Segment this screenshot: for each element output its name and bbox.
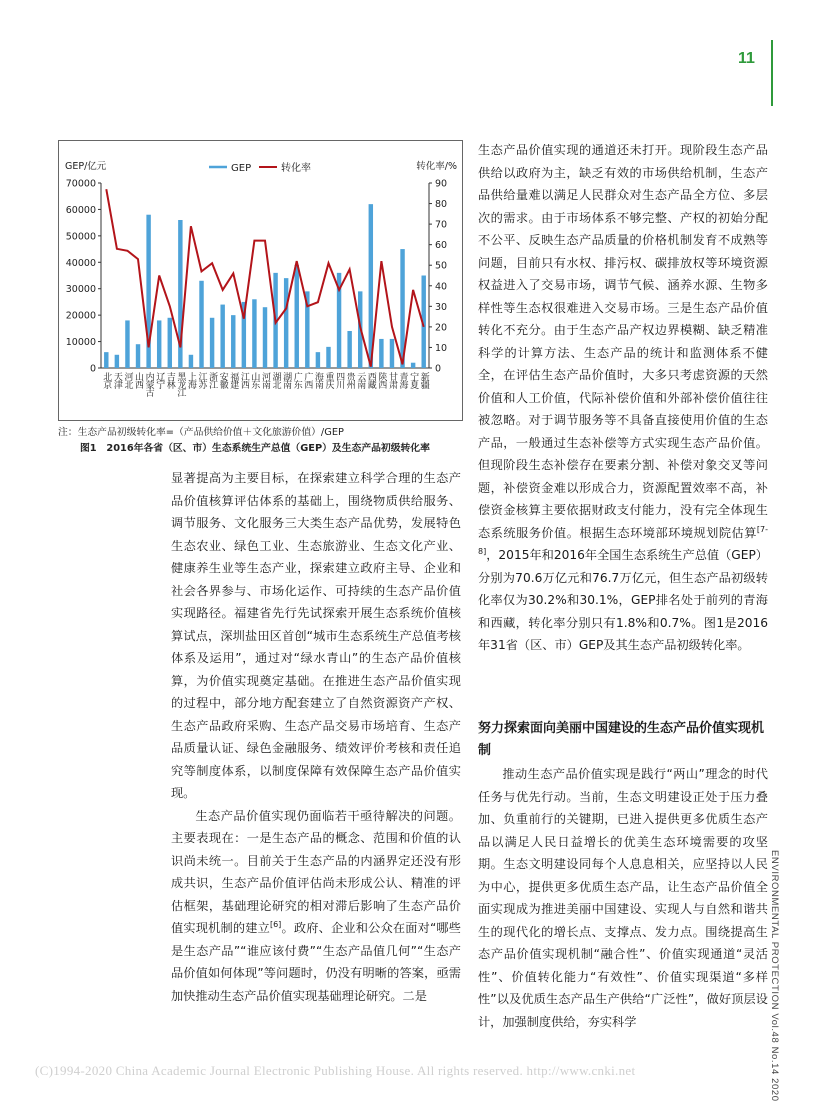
y-axis-label: GEP/亿元: [65, 161, 107, 172]
right-column-top: [478, 139, 768, 657]
x-tick-label: 青海: [397, 372, 408, 388]
x-tick-label: 辽宁: [154, 372, 165, 388]
x-tick-label: 山东: [249, 372, 260, 388]
x-tick-label: 湖北: [270, 372, 281, 388]
citation: [7-8]: [478, 524, 768, 556]
y2-tick-label: 60: [435, 240, 448, 252]
x-tick-label: 贵州: [344, 372, 355, 388]
gep-bar: [189, 355, 193, 368]
gep-chart-svg: [59, 141, 462, 420]
gep-bar: [316, 352, 320, 368]
y2-tick-label: 90: [435, 178, 448, 190]
x-tick-label: 云南: [355, 372, 366, 388]
figure-caption: 图1 2016年各省（区、市）生态系统生产总值（GEP）及生态产品初级转化率: [80, 443, 430, 454]
x-tick-label: 江西: [238, 372, 249, 388]
header-rule: [771, 40, 773, 106]
page-number: 11: [738, 50, 755, 67]
gep-bar: [326, 347, 330, 368]
gep-bar: [125, 320, 129, 368]
figure-1-chart: [58, 140, 463, 421]
right-column-bottom: [478, 763, 768, 1033]
gep-bar: [115, 355, 119, 368]
gep-bar: [379, 339, 383, 368]
gep-bar: [252, 299, 256, 368]
x-tick-label: 湖南: [281, 372, 292, 388]
x-tick-label: 福建: [228, 372, 239, 388]
x-tick-label: 广东: [291, 372, 302, 388]
y-tick-label: 60000: [65, 204, 96, 216]
y2-tick-label: 30: [435, 301, 448, 313]
y2-tick-label: 80: [435, 199, 448, 211]
x-tick-label: 海南: [312, 372, 323, 388]
paragraph-text: ，2015年和2016年全国生态系统生产总值（GEP）分别为70.6万亿元和76.7万亿元，但生态产品初级转化率仅为30.2%和30.1%，GEP排名处于前列的青海和西藏，转化率分别只有1.8%和0.7%。图1是2016年31省（区、市）GEP及其生态产品初级转化率。: [478, 548, 768, 652]
gep-bar: [136, 344, 140, 368]
x-tick-label: 甘肃: [386, 372, 397, 388]
section-heading: 努力探索面向美丽中国建设的生态产品价值实现机制: [478, 721, 765, 758]
y-tick-label: 40000: [65, 257, 96, 269]
x-tick-label: 浙江: [207, 372, 218, 388]
x-tick-label: 河北: [122, 372, 133, 388]
paragraph: [171, 805, 461, 1008]
legend-rate-label: 转化率: [281, 163, 311, 174]
y2-axis-label: 转化率/%: [416, 161, 457, 172]
y-tick-label: 10000: [65, 337, 96, 349]
x-tick-label: 上海: [185, 372, 196, 388]
figure-note: 注：生态产品初级转化率=（产品供给价值＋文化旅游价值）/GEP: [58, 427, 344, 438]
paragraph-text: 生态产品价值实现仍面临若干亟待解决的问题。主要表现在：一是生态产品的概念、范围和价值的认识尚未统一。目前关于生态产品的内涵界定还没有形成共识，生态产品价值评估尚未形成公认、精准的评估框架，基础理论研究的相对滞后影响了生态产品价值实现机制的建立: [171, 808, 461, 935]
x-tick-label: 黑龙江: [175, 372, 186, 396]
paragraph: 显著提高为主要目标，在探索建立科学合理的生态产品价值核算评估体系的基础上，围绕物质供给服务、调节服务、文化服务三大类生态产品优势，发展特色生态农业、绿色工业、生态旅游业、生态文化产业、健康养生业等生态产业，探索建立政府主导、企业和社会各界参与、市场化运作、可持续的生态产品价值实现路径。福建省先行先试探索开展生态系统价值核算试点，深圳盐田区首创“城市生态系统生产总值考核体系及运用”，通过对“绿水青山”的生态产品价值核算，为价值实现奠定基础。在推进生态产品价值实现的过程中，部分地方配套建立了自然资源资产产权、生态产品政府采购、生态产品交易市场培育、生态产品质量认证、绿色金融服务、绩效评价考核和责任追究等制度体系，以制度保障有效保障生态产品价值实现。: [171, 471, 461, 800]
x-tick-label: 西藏: [365, 372, 376, 388]
x-tick-label: 新疆: [418, 372, 429, 388]
y-tick-label: 50000: [65, 231, 96, 243]
gep-bar: [347, 331, 351, 368]
x-tick-label: 安徽: [217, 372, 228, 388]
paragraph-text: 。政府、企业和公众在面对“哪些是生态产品”“谁应该付费”“生态产品值几何”“生态产品价值如何体现”等问题时，仍没有明晰的答案，亟需加快推动生态产品价值实现基础理论研究。二是: [171, 921, 461, 1003]
x-tick-label: 广西: [302, 372, 313, 388]
x-tick-label: 天津: [111, 372, 122, 388]
x-tick-label: 四川: [334, 372, 345, 388]
citation: [6]: [269, 919, 282, 929]
x-tick-label: 陕西: [376, 372, 387, 388]
y-tick-label: 20000: [65, 310, 96, 322]
paragraph-text: 生态产品价值实现的通道还未打开。现阶段生态产品供给以政府为主，缺乏有效的市场供给机制，生态产品供给量难以满足人民群众对生态产品全方位、多层次的需求。由于市场体系不够完整、产权的初始分配不公平、反映生态产品质量的价格机制发育不成熟等问题，目前只有水权、排污权、碳排放权等环境资源权益进入了交易市场，调节气候、涵养水源、生物多样性等生态权很难进入交易市场。三是生态产品价值转化不充分。由于生态产品产权边界模糊、缺乏精准科学的计算方法、生态产品的统计和监测体系不健全，在评估生态产品价值时，大多只考虑资源的天然价值和人工价值，代际补偿价值和外部补偿价值往往被忽略。对于调节服务等不具备直接使用价值的生态产品，一般通过生态补偿等方式实现生态产品价值。但现阶段生态补偿存在要素分割、补偿对象交叉等问题，补偿资金难以形成合力，资源配置效率不高，补偿资金核算主要依据财政支付能力，没有完全体现生态系统服务价值。根据生态环境部环境规划院估算: [478, 143, 768, 540]
gep-bar: [157, 320, 161, 368]
x-tick-label: 内蒙古: [143, 372, 154, 396]
left-column: [171, 467, 461, 1007]
x-tick-label: 重庆: [323, 372, 334, 388]
x-tick-label: 北京: [101, 372, 112, 388]
x-tick-label: 山西: [133, 372, 144, 388]
gep-bar: [263, 307, 267, 368]
y2-tick-label: 0: [435, 363, 442, 375]
copyright-footer: (C)1994-2020 China Academic Journal Electronic Publishing House. All rights reserved. http://www.cnki.net: [35, 1063, 636, 1078]
gep-bar: [220, 305, 224, 368]
gep-bar: [411, 363, 415, 368]
gep-bar: [284, 278, 288, 368]
gep-bar: [199, 281, 203, 368]
gep-bar: [231, 315, 235, 368]
y2-tick-label: 20: [435, 322, 448, 334]
y-tick-label: 70000: [65, 178, 96, 190]
x-tick-label: 河南: [260, 372, 270, 388]
legend-gep-label: GEP: [231, 163, 252, 174]
paragraph: 推动生态产品价值实现是践行“两山”理念的时代任务与优先行动。当前，生态文明建设正处于压力叠加、负重前行的关键期，已进入提供更多优质生态产品以满足人民日益增长的优美生态环境需要的攻坚期。生态文明建设同每个人息息相关，应坚持以人民为中心，提供更多优质生态产品，让生态产品价值全面实现成为推进美丽中国建设、实现人与自然和谐共生的现代化的增长点、支撑点、发力点。围绕提高生态产品价值实现机制“融合性”、价值实现通道“灵活性”、价值转化能力“有效性”、价值实现渠道“多样性”以及优质生态产品生产供给“广泛性”，做好顶层设计，加强制度供给，夯实科学: [478, 767, 768, 1029]
x-tick-label: 江苏: [196, 372, 207, 388]
y-tick-label: 0: [89, 363, 96, 375]
y2-tick-label: 10: [435, 342, 448, 354]
gep-bar: [295, 265, 299, 368]
x-tick-label: 吉林: [164, 372, 175, 388]
gep-bar: [104, 352, 108, 368]
gep-bar: [210, 318, 214, 368]
y2-tick-label: 40: [435, 281, 448, 293]
journal-side-label: ENVIRONMENTAL PROTECTION Vol.48 No.14 2020: [769, 850, 780, 1102]
y2-tick-label: 50: [435, 260, 448, 272]
x-tick-label: 宁夏: [408, 372, 419, 388]
gep-bar: [390, 339, 394, 368]
paragraph: [478, 139, 768, 657]
y-tick-label: 30000: [65, 284, 96, 296]
gep-bar: [168, 318, 172, 368]
y2-tick-label: 70: [435, 219, 448, 231]
